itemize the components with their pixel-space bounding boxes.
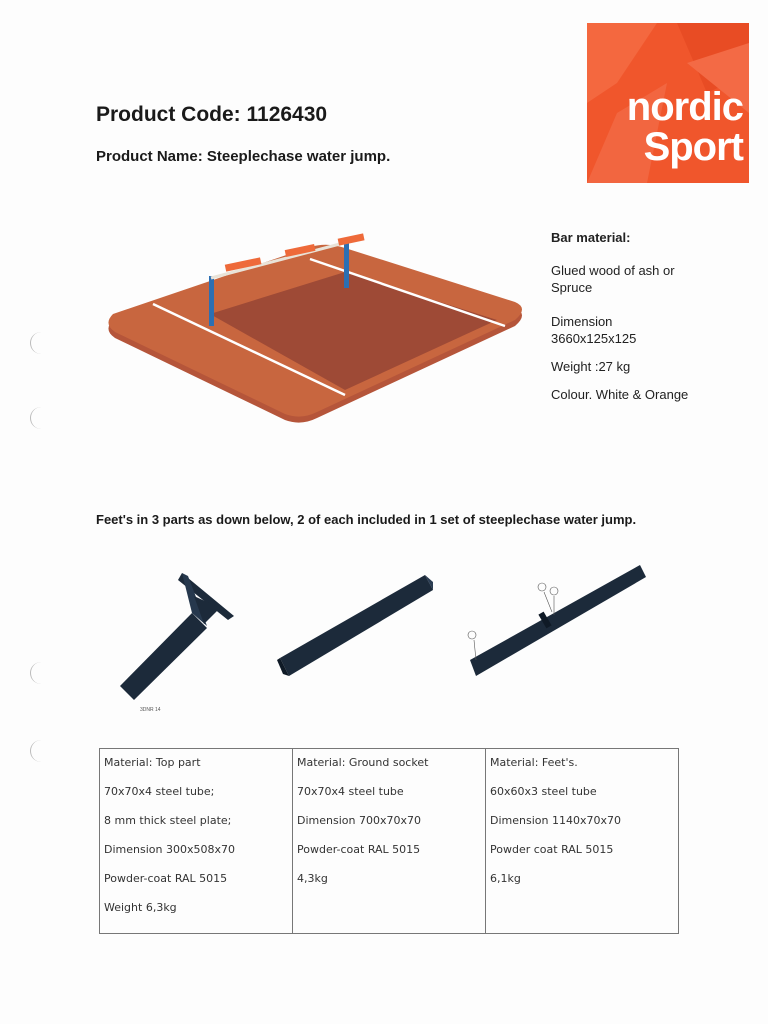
- cell-line: 6,1kg: [490, 872, 521, 885]
- product-name: Product Name: Steeplechase water jump.: [96, 148, 391, 165]
- cell-line: 60x60x3 steel tube: [490, 785, 597, 798]
- cell-line: Material: Top part: [104, 756, 201, 769]
- cell-line: Powder-coat RAL 5015: [297, 843, 421, 856]
- nordic-sport-logo: [587, 23, 749, 183]
- figure-label: 3DNR 14: [140, 707, 161, 713]
- feet-tube-drawing: [462, 560, 652, 685]
- cell-line: Powder coat RAL 5015: [490, 843, 614, 856]
- cell-line: Material: Ground socket: [297, 756, 429, 769]
- ground-socket-cell: [293, 749, 486, 934]
- cell-line: Dimension 1140x70x70: [490, 814, 621, 827]
- punch-hole: [30, 332, 41, 354]
- logo-text-nordic: nordic: [626, 85, 743, 129]
- top-part-drawing: [112, 568, 242, 718]
- bar-weight-line: Weight :27 kg: [551, 359, 631, 374]
- cell-line: 8 mm thick steel plate;: [104, 814, 232, 827]
- ground-socket-drawing: [275, 570, 440, 685]
- top-part-cell: [100, 749, 293, 934]
- feet-cell: [486, 749, 679, 934]
- cell-line: 70x70x4 steel tube;: [104, 785, 215, 798]
- feet-note: Feet's in 3 parts as down below, 2 of each included in 1 set of steeplechase water jump.: [96, 512, 637, 527]
- bar-dimension-line: Dimension 3660x125x125: [551, 314, 637, 346]
- cell-line: Powder-coat RAL 5015: [104, 872, 228, 885]
- bar-material-heading: Bar material:: [551, 230, 631, 245]
- parts-spec-table: [99, 748, 679, 934]
- punch-hole: [30, 407, 41, 429]
- cell-line: 4,3kg: [297, 872, 328, 885]
- bar-colour-line: Colour. White & Orange: [551, 387, 689, 402]
- cell-line: Material: Feet's.: [490, 756, 578, 769]
- cell-line: Weight 6,3kg: [104, 901, 177, 914]
- product-code: Product Code: 1126430: [96, 103, 328, 126]
- cell-line: 70x70x4 steel tube: [297, 785, 404, 798]
- cell-line: Dimension 300x508x70: [104, 843, 235, 856]
- bar-material-line: Glued wood of ash or Spruce: [551, 263, 675, 295]
- punch-hole: [30, 662, 41, 684]
- cell-line: Dimension 700x70x70: [297, 814, 421, 827]
- punch-hole: [30, 740, 41, 762]
- logo-text-sport: Sport: [643, 125, 743, 169]
- water-jump-illustration: [105, 228, 530, 433]
- table-row: [100, 749, 679, 934]
